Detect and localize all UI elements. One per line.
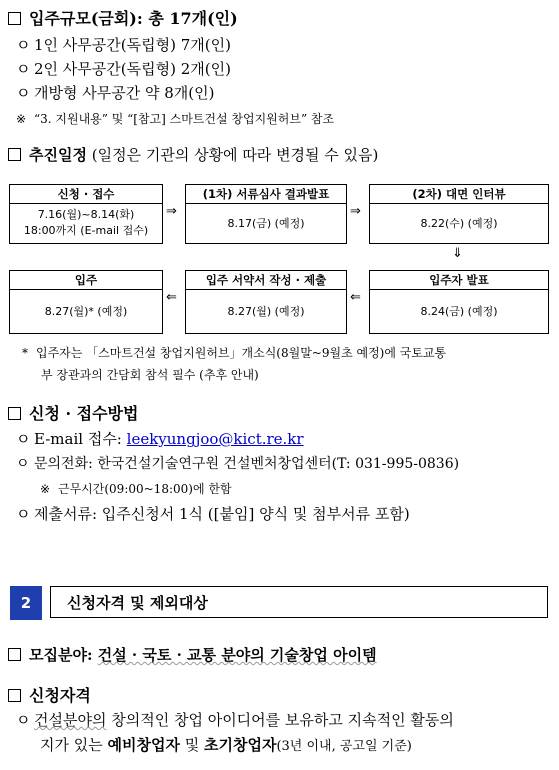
eligibility-line-2 (40, 734, 412, 755)
email-label: E-mail 접수: (34, 430, 122, 448)
eligibility-line-1 (16, 709, 454, 730)
checkbox-square-icon (8, 407, 21, 420)
bullet-mark: ㅇ (16, 505, 31, 523)
scale-item-3 (16, 82, 214, 103)
apply-heading-text: 신청 · 접수방법 (29, 404, 139, 423)
bullet-mark: ㅇ (16, 36, 31, 54)
eligibility-heading-text: 신청자격 (29, 686, 91, 705)
note-mark: ※ (40, 482, 51, 496)
step-title: 입주자 발표 (370, 271, 548, 290)
note-mark: ※ (16, 112, 27, 126)
step-title: (1차) 서류심사 결과발표 (186, 185, 346, 204)
scale-item-2 (16, 58, 231, 79)
step-title: 입주 서약서 작성 · 제출 (186, 271, 346, 290)
field-label: 모집분야: (29, 646, 93, 664)
step-date: 8.17(금) (예정) (227, 217, 305, 230)
schedule-step-interview (369, 184, 549, 244)
email-link[interactable]: leekyungjoo@kict.re.kr (126, 430, 304, 448)
scale-item-1 (16, 34, 231, 55)
schedule-heading (8, 144, 378, 165)
checkbox-square-icon (8, 648, 21, 661)
right-arrow-icon: ⇒ (166, 204, 177, 219)
bullet-mark: ㅇ (16, 456, 30, 472)
schedule-step-apply (9, 184, 163, 244)
field-heading (8, 644, 377, 665)
apply-phone (16, 453, 459, 473)
step-date: 8.27(월) (예정) (227, 305, 305, 318)
scale-note-text: “3. 지원내용” 및 “[참고] 스마트건설 창업지원허브” 참조 (34, 112, 335, 126)
right-arrow-icon: ⇒ (350, 204, 361, 219)
docs-text: 제출서류: 입주신청서 1식 ([붙임] 양식 및 첨부서류 포함) (34, 505, 410, 523)
step-title: 신청 · 접수 (10, 185, 162, 204)
down-arrow-icon: ⇓ (452, 246, 463, 261)
field-text: 건설 · 국토 · 교통 분야의 기술창업 아이템 (97, 646, 377, 664)
checkbox-square-icon (8, 148, 21, 161)
section-2-header (10, 586, 550, 620)
hours-text: 근무시간(09:00~18:00)에 한함 (58, 482, 232, 496)
schedule-heading-bold: 추진일정 (29, 146, 87, 164)
scale-heading (8, 6, 238, 29)
eligibility-bold-preliminary: 예비창업자 (107, 736, 180, 754)
eligibility-text-b: 창의적인 창업 아이디어를 보유하고 지속적인 활동의 (106, 711, 454, 729)
bullet-mark: ㅇ (16, 60, 31, 78)
phone-text: 문의전화: 한국건설기술연구원 건설벤처창업센터(T: 031-995-0836) (34, 456, 460, 472)
scale-heading-text: 입주규모(금회): 총 17개(인) (29, 9, 238, 28)
eligibility-text-d: 및 (179, 736, 204, 754)
bullet-mark: ㅇ (16, 711, 31, 729)
checkbox-square-icon (8, 689, 21, 702)
scale-item-text: 1인 사무공간(독립형) 7개(인) (34, 36, 231, 54)
step-title: 입주 (10, 271, 162, 290)
apply-heading (8, 401, 138, 424)
eligibility-bold-early: 초기창업자 (203, 736, 277, 754)
scale-item-text: 2인 사무공간(독립형) 2개(인) (34, 60, 231, 78)
section-title: 신청자격 및 제외대상 (50, 586, 548, 618)
step-date: 8.27(월)* (예정) (44, 305, 128, 318)
schedule-step-move-in (9, 270, 163, 334)
schedule-footnote-1 (22, 344, 446, 361)
footnote-text: 입주자는 「스마트건설 창업지원허브」개소식(8월말~9월초 예정)에 국토교통 (36, 346, 447, 360)
eligibility-text-a: 건설분야의 (34, 711, 107, 729)
scale-note (16, 110, 334, 127)
bullet-mark: ㅇ (16, 84, 31, 102)
apply-hours (40, 480, 232, 497)
section-number: 2 (10, 586, 42, 620)
apply-email (16, 428, 304, 449)
schedule-footnote-2: 부 장관과의 간담회 참석 필수 (추후 안내) (41, 368, 259, 382)
step-date: 8.22(수) (예정) (420, 217, 498, 230)
footnote-mark: * (22, 346, 28, 360)
schedule-heading-rest: (일정은 기관의 상황에 따라 변경될 수 있음) (91, 146, 379, 164)
bullet-mark: ㅇ (16, 430, 31, 448)
left-arrow-icon: ⇐ (166, 290, 177, 305)
apply-docs (16, 503, 410, 524)
step-date: 8.24(금) (예정) (420, 305, 498, 318)
eligibility-heading (8, 683, 91, 706)
step-date: 7.16(월)~8.14(화) (37, 208, 135, 221)
scale-item-text: 개방형 사무공간 약 8개(인) (34, 84, 215, 102)
eligibility-text-e: (3년 이내, 공고일 기준) (276, 739, 412, 754)
checkbox-square-icon (8, 12, 21, 25)
left-arrow-icon: ⇐ (350, 290, 361, 305)
schedule-step-announcement (369, 270, 549, 334)
step-title: (2차) 대면 인터뷰 (370, 185, 548, 204)
eligibility-text-c: 지가 있는 (40, 736, 108, 754)
step-detail: 18:00까지 (E-mail 접수) (23, 224, 149, 237)
schedule-step-document-review (185, 184, 347, 244)
schedule-step-pledge (185, 270, 347, 334)
